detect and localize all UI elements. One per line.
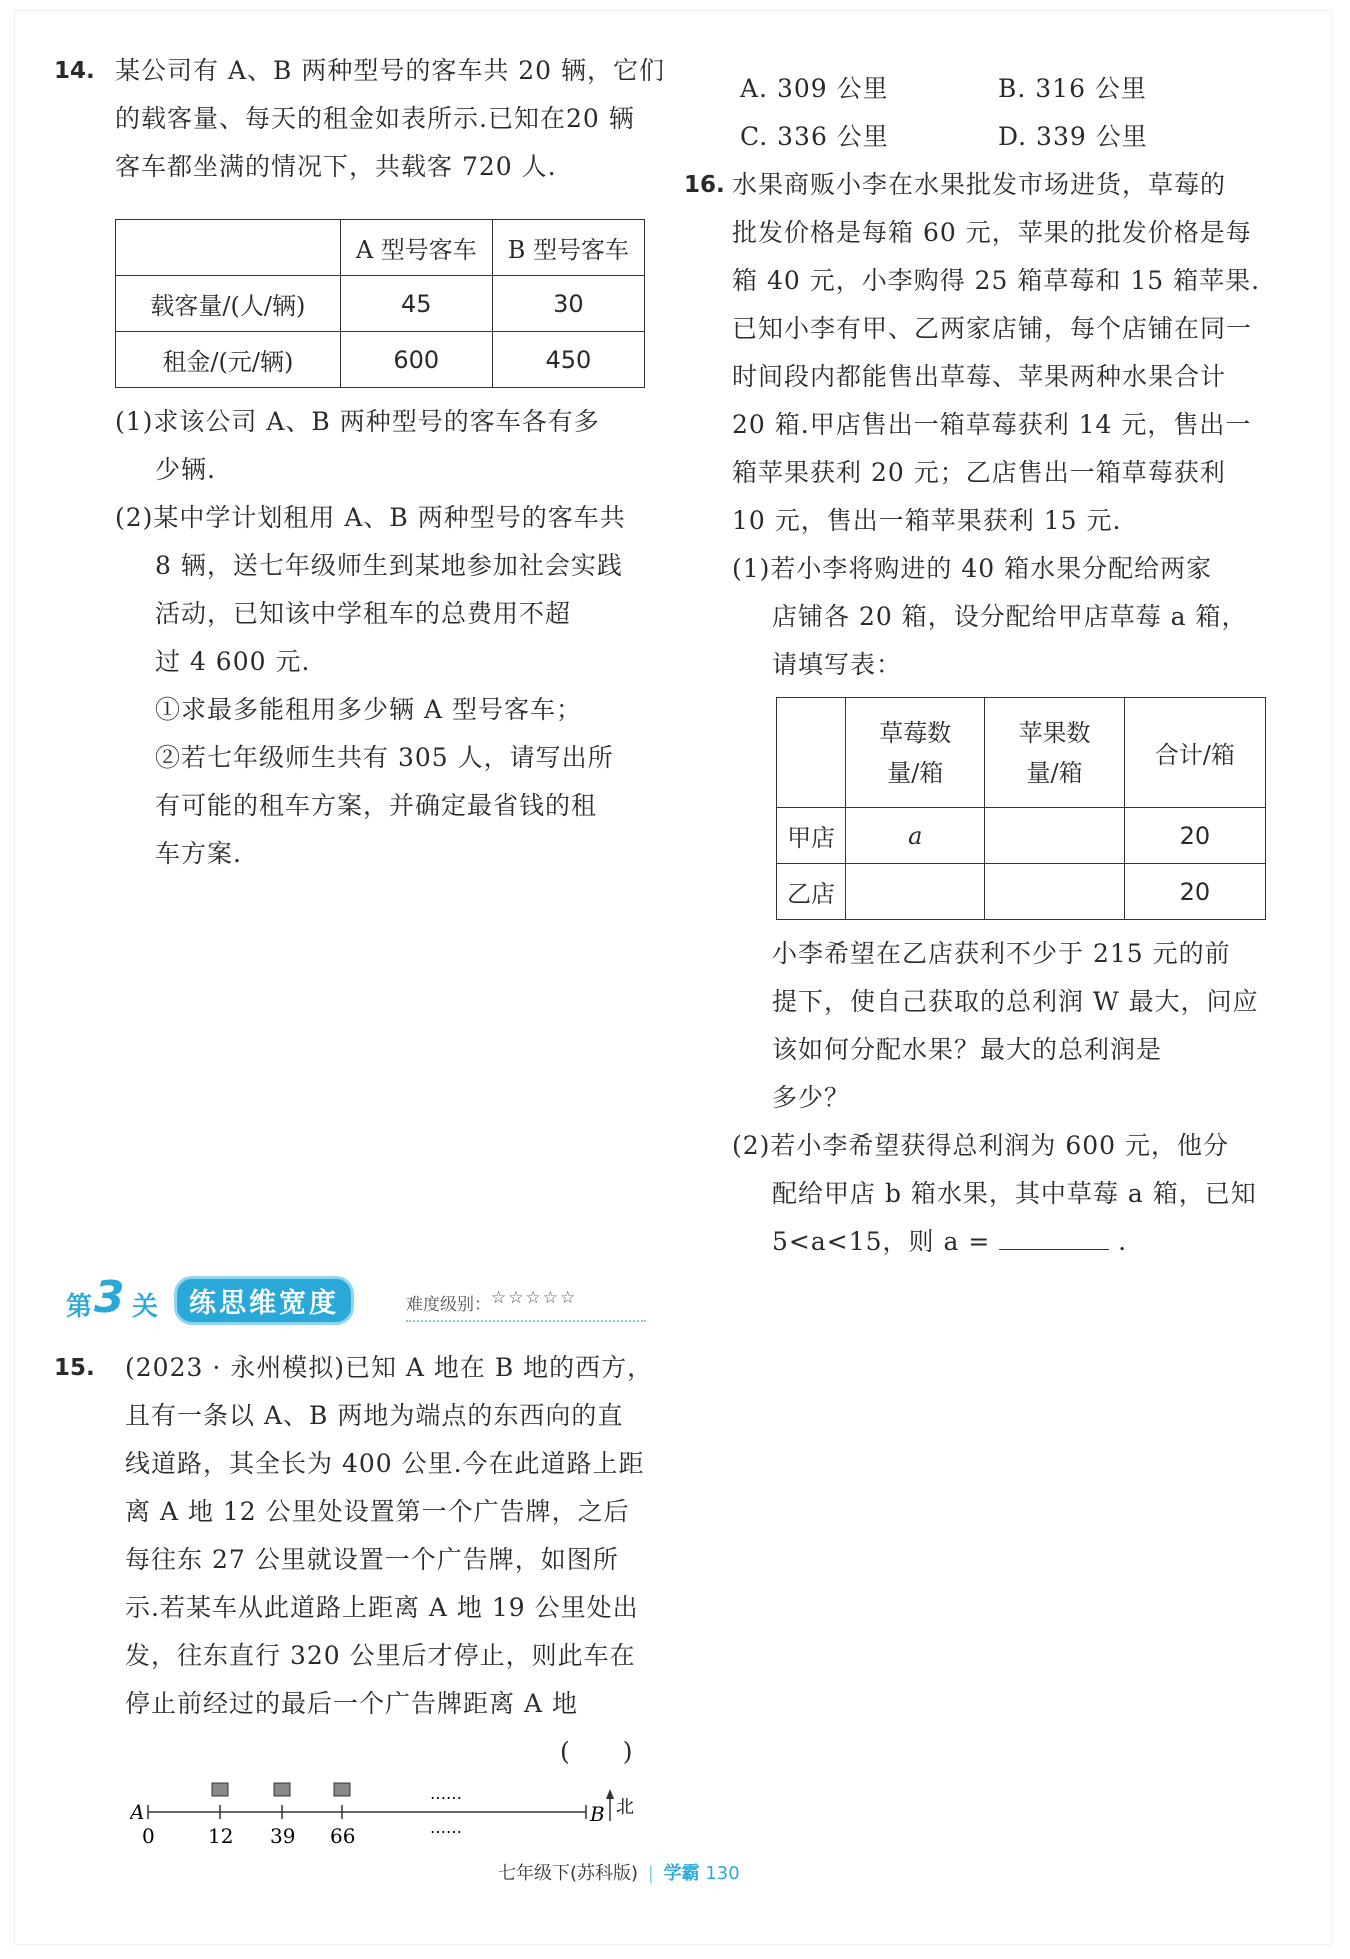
q15-answer-bracket: ( ) [560, 1737, 634, 1766]
label-a: A [130, 1800, 145, 1824]
table-cell: 30 [492, 276, 644, 332]
table-header-cell: A 型号客车 [340, 220, 492, 276]
table-cell: 租金/(元/辆) [116, 332, 341, 388]
q14-number: 14. [54, 58, 95, 84]
table-corner-cell [777, 698, 846, 808]
table-cell [846, 864, 985, 920]
q16-line: 箱 40 元，小李购得 25 箱草莓和 15 箱苹果. [732, 266, 1261, 295]
q16-part2 [732, 1122, 1257, 1266]
q16-line: 20 箱.甲店售出一箱草莓获利 14 元，售出一 [732, 410, 1252, 439]
q16-part1b-line: 多少？ [772, 1083, 851, 1112]
q16-part1-line: 店铺各 20 箱，设分配给甲店草莓 a 箱， [772, 602, 1248, 631]
table-cell: 45 [340, 276, 492, 332]
section-number: 3 [94, 1272, 125, 1323]
q16-part1-question [772, 930, 1259, 1122]
footer-page-number: 130 [705, 1863, 740, 1884]
q16-part2-last [732, 1218, 1257, 1266]
table-cell: a [846, 808, 985, 864]
north-arrowhead-icon [606, 1789, 614, 1799]
billboard-icon [212, 1783, 228, 1796]
q15-line: 离 A 地 12 公里处设置第一个广告牌，之后 [125, 1497, 630, 1526]
section-underline [406, 1320, 646, 1322]
q14-part2 [115, 494, 626, 878]
table-row-label: 甲店 [777, 808, 846, 864]
table-header-cell [985, 698, 1124, 808]
q14-part1-line: (1)求该公司 A、B 两种型号的客车各有多 [115, 407, 600, 436]
header-line: 苹果数 [1018, 718, 1091, 747]
section-prefix: 第 [66, 1292, 93, 1322]
q16-part1b-line: 提下，使自己获取的总利润 W 最大，问应 [772, 987, 1259, 1016]
option-d: D. 339 公里 [998, 122, 1148, 151]
tick-label: 66 [330, 1824, 356, 1848]
table-header-cell [116, 220, 341, 276]
tick-label: 39 [270, 1824, 296, 1848]
q14-part2-line: 过 4 600 元. [155, 647, 311, 676]
q15-line: 示.若某车从此道路上距离 A 地 19 公里处出 [125, 1593, 639, 1622]
table-header-cell [846, 698, 985, 808]
q16-part2-prefix: 5<a<15，则 a = [772, 1227, 991, 1256]
table-cell [985, 808, 1124, 864]
footer [498, 1859, 740, 1885]
q16-part2-line: 配给甲店 b 箱水果，其中草莓 a 箱，已知 [772, 1179, 1257, 1208]
billboard-icon [274, 1783, 290, 1796]
q15-line: 线道路，其全长为 400 公里.今在此道路上距 [125, 1449, 645, 1478]
q15-line: (2023 · 永州模拟)已知 A 地在 B 地的西方， [125, 1353, 654, 1382]
header-line: 量/箱 [1026, 758, 1083, 787]
q14-stem [115, 47, 665, 191]
table-cell: 载客量/(人/辆) [116, 276, 341, 332]
q15-line: 且有一条以 A、B 两地为端点的东西向的直 [125, 1401, 624, 1430]
footer-grade: 七年级下(苏科版) [498, 1863, 639, 1884]
table-header-cell: B 型号客车 [492, 220, 644, 276]
option-b: B. 316 公里 [998, 74, 1147, 103]
section-title-badge: 练思维宽度 [174, 1276, 354, 1325]
dots-lower: …… [430, 1818, 462, 1837]
q15-line: 发，往东直行 320 公里后才停止，则此车在 [125, 1641, 636, 1670]
q14-part1-line: 少辆. [155, 455, 216, 484]
q14-sub1: ①求最多能租用多少辆 A 型号客车； [155, 695, 582, 724]
q14-part1 [115, 398, 600, 494]
tick-label: 12 [208, 1824, 234, 1848]
q16-table [776, 697, 1266, 920]
q14-part2-line: 活动，已知该中学租车的总费用不超 [155, 599, 572, 628]
q15-number: 15. [54, 1355, 95, 1381]
table-row-label: 乙店 [777, 864, 846, 920]
difficulty-label: 难度级别： [406, 1295, 491, 1315]
q16-stem [732, 161, 1260, 689]
q16-line: 已知小李有甲、乙两家店铺，每个店铺在同一 [732, 314, 1253, 343]
footer-divider: | [647, 1863, 654, 1884]
q16-line: 批发价格是每箱 60 元，苹果的批发价格是每 [732, 218, 1252, 247]
q16-line: 箱苹果获利 20 元；乙店售出一箱草莓获利 [732, 458, 1226, 487]
q16-part1-line: 请填写表： [772, 650, 903, 679]
q15-stem [125, 1344, 653, 1728]
table-cell: 20 [1124, 808, 1265, 864]
q14-sub2-line: ②若七年级师生共有 305 人，请写出所 [155, 743, 614, 772]
table-header-cell: 合计/箱 [1124, 698, 1265, 808]
q16-part2-suffix: . [1118, 1227, 1128, 1256]
label-b: B [590, 1802, 605, 1826]
q14-part2-line: 8 辆，送七年级师生到某地参加社会实践 [155, 551, 623, 580]
header-line: 草莓数 [879, 718, 952, 747]
q15-line: 停止前经过的最后一个广告牌距离 A 地 [125, 1689, 578, 1718]
q16-part1-line: (1)若小李将购进的 40 箱水果分配给两家 [732, 554, 1213, 583]
q16-number: 16. [684, 172, 725, 198]
q16-part2-line: (2)若小李希望获得总利润为 600 元，他分 [732, 1131, 1230, 1160]
q16-line: 10 元，售出一箱苹果获利 15 元. [732, 506, 1122, 535]
q16-part1b-line: 该如何分配水果？最大的总利润是 [772, 1035, 1163, 1064]
number-line-figure [130, 1775, 650, 1850]
q14-sub2-line: 车方案. [155, 839, 242, 868]
footer-brand: 学霸 [663, 1863, 700, 1884]
table-cell [985, 864, 1124, 920]
header-line: 量/箱 [887, 758, 944, 787]
q15-line: 每往东 27 公里就设置一个广告牌，如图所 [125, 1545, 619, 1574]
option-c: C. 336 公里 [740, 122, 889, 151]
q16-part1b-line: 小李希望在乙店获利不少于 215 元的前 [772, 939, 1231, 968]
q16-line: 水果商贩小李在水果批发市场进货，草莓的 [732, 170, 1227, 199]
dots-upper: …… [430, 1784, 462, 1803]
q14-line: 的载客量、每天的租金如表所示.已知在20 辆 [115, 104, 635, 133]
table-cell: 450 [492, 332, 644, 388]
table-cell: 600 [340, 332, 492, 388]
q14-table [115, 219, 645, 388]
section-header [66, 1272, 646, 1332]
difficulty-stars: ☆☆☆☆☆ [491, 1288, 578, 1308]
q14-line: 某公司有 A、B 两种型号的客车共 20 辆，它们 [115, 56, 666, 85]
north-label: 北 [616, 1797, 634, 1818]
table-cell: 20 [1124, 864, 1265, 920]
q14-part2-line: (2)某中学计划租用 A、B 两种型号的客车共 [115, 503, 626, 532]
q16-line: 时间段内都能售出草莓、苹果两种水果合计 [732, 362, 1227, 391]
answer-blank[interactable] [999, 1225, 1109, 1250]
section-suffix: 关 [132, 1292, 159, 1322]
q14-sub2-line: 有可能的租车方案，并确定最省钱的租 [155, 791, 598, 820]
billboard-icon [334, 1783, 350, 1796]
tick-label: 0 [142, 1824, 155, 1848]
q14-line: 客车都坐满的情况下，共载客 720 人. [115, 152, 557, 181]
option-a: A. 309 公里 [740, 74, 889, 103]
